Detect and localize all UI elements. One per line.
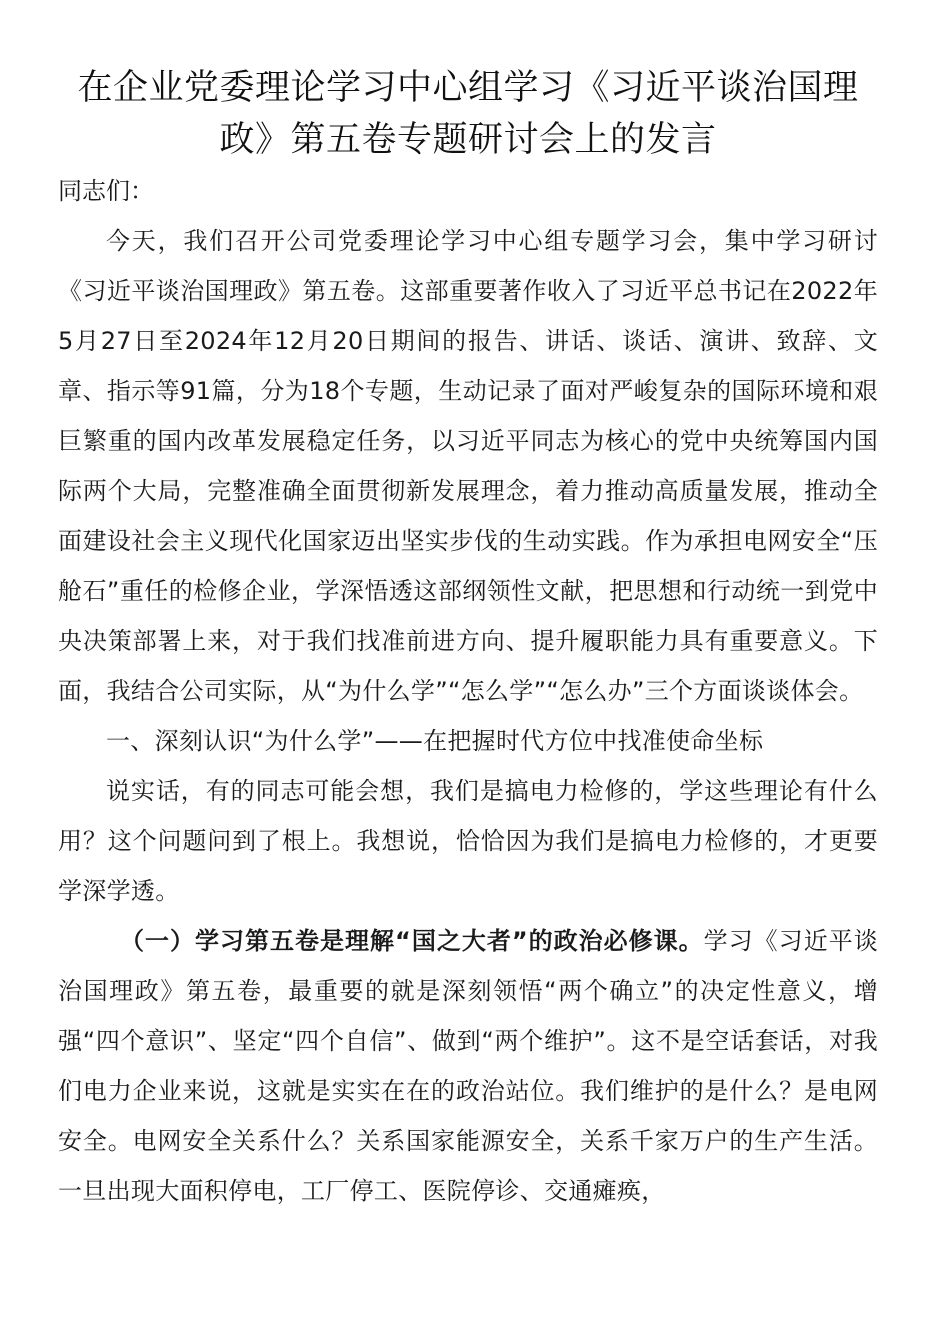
intro-paragraph: 今天，我们召开公司党委理论学习中心组专题学习会，集中学习研讨《习近平谈治国理政》第五卷。这部重要著作收入了习近平总书记在2022年5月27日至2024年12月20日期间的报告、讲话、谈话、演讲、致辞、文章、指示等91篇，分为18个专题，生动记录了面对严峻复杂的国际环境和艰巨繁重的国内改革发展稳定任务，以习近平同志为核心的党中央统筹国内国际两个大局，完整准确全面贯彻新发展理念，着力推动高质量发展，推动全面建设社会主义现代化国家迈出坚实步伐的生动实践。作为承担电网安全“压舱石”重任的检修企业，学深悟透这部纲领性文献，把思想和行动统一到党中央决策部署上来，对于我们找准前进方向、提升履职能力具有重要意义。下面，我结合公司实际，从“为什么学”“怎么学”“怎么办”三个方面谈谈体会。 [58,227,878,705]
subsection-1-heading: （一）学习第五卷是理解“国之大者”的政治必修课。 [120,927,704,955]
salutation: 同志们： [58,177,154,205]
document-title: 在企业党委理论学习中心组学习《习近平谈治国理政》第五卷专题研讨会上的发言 [77,68,859,160]
subsection-1-body: 学习《习近平谈治国理政》第五卷，最重要的就是深刻领悟“两个确立”的决定性意义，增强“四个意识”、坚定“四个自信”、做到“两个维护”。这不是空话套话，对我们电力企业来说，这就是实实在在的政治站位。我们维护的是什么？是电网安全。电网安全关系什么？关系国家能源安全，关系千家万户的生产生活。一旦出现大面积停电，工厂停工、医院停诊、交通瘫痪， [58,927,878,1205]
section-heading-1: 一、深刻认识“为什么学”——在把握时代方位中找准使命坐标 [106,727,764,755]
subsection-1-paragraph [58,916,878,1216]
section1-intro-paragraph: 说实话，有的同志可能会想，我们是搞电力检修的，学这些理论有什么用？这个问题问到了根上。我想说，恰恰因为我们是搞电力检修的，才更要学深学透。 [58,777,878,905]
